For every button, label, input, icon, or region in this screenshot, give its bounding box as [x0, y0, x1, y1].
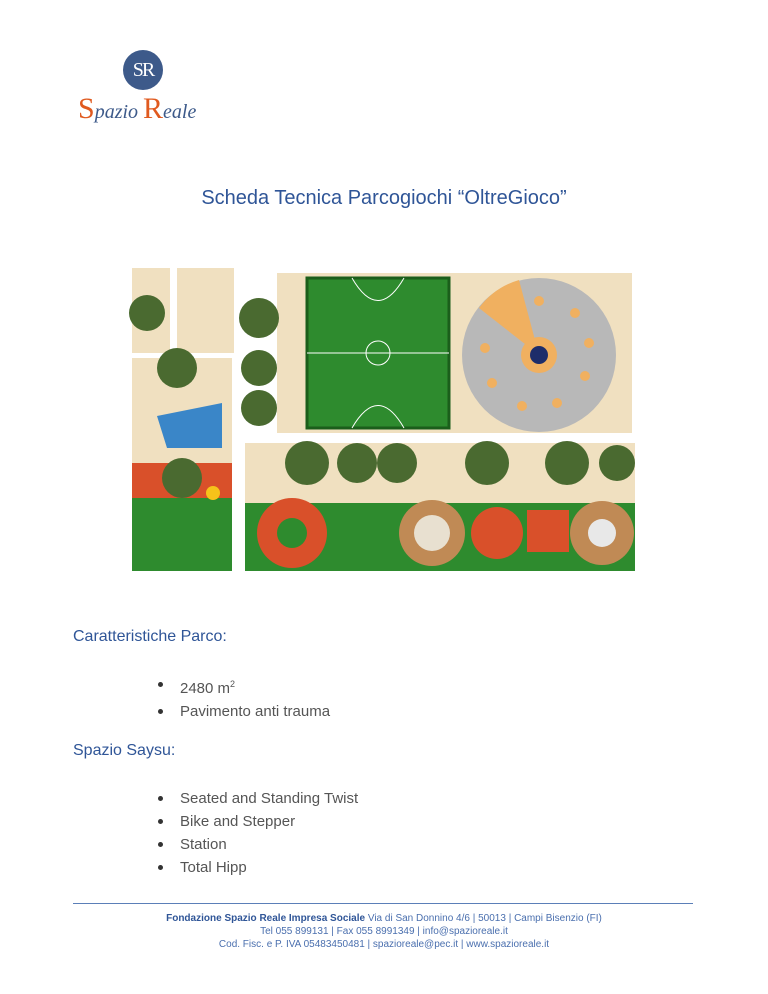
bullet-icon: [158, 865, 163, 870]
playground-plan-image: [127, 268, 637, 573]
footer-line-3: Cod. Fisc. e P. IVA 05483450481 | spazioreale@pec.it | www.spazioreale.it: [218, 939, 550, 950]
list-item-text: Station: [180, 836, 227, 853]
logo: [78, 50, 218, 125]
list-item: [158, 787, 358, 810]
list-item-text: Seated and Standing Twist: [180, 790, 359, 807]
list-item-text: Pavimento anti trauma: [180, 703, 331, 720]
area-value: 2480 m: [180, 680, 231, 697]
logo-monogram: SR: [123, 50, 163, 90]
saysu-list: [158, 787, 358, 879]
list-item-text: Bike and Stepper: [180, 813, 296, 830]
footer-line-2: Tel 055 899131 | Fax 055 8991349 | info@spazioreale.it: [260, 926, 508, 937]
logo-wordmark: [78, 92, 196, 126]
bullet-icon: [158, 796, 163, 801]
list-item: [158, 673, 330, 700]
bullet-icon: [158, 709, 163, 714]
list-item: [158, 700, 330, 723]
list-item: [158, 810, 358, 833]
footer-org: Fondazione Spazio Reale Impresa Sociale: [166, 913, 366, 924]
bullet-icon: [158, 842, 163, 847]
list-item: [158, 856, 358, 879]
page-title: Scheda Tecnica Parcogiochi “OltreGioco”: [201, 187, 567, 209]
logo-word-reale: eale: [163, 101, 197, 123]
park-features-list: [158, 673, 330, 723]
bullet-icon: [158, 682, 163, 687]
section-heading-saysu: Spazio Saysu:: [73, 742, 176, 759]
footer-address: Via di San Donnino 4/6 | 50013 | Campi Bisenzio (FI): [365, 913, 602, 924]
list-item-text: Total Hipp: [180, 859, 247, 876]
logo-letter-s: S: [78, 92, 95, 125]
logo-word-spazio: pazio: [94, 101, 139, 123]
section-heading-park: Caratteristiche Parco:: [73, 628, 227, 645]
footer-line-1: [0, 912, 768, 925]
logo-letter-r: R: [143, 92, 164, 125]
footer: [0, 912, 768, 951]
footer-divider: [73, 903, 693, 904]
area-superscript: 2: [230, 679, 236, 689]
list-item: [158, 833, 358, 856]
bullet-icon: [158, 819, 163, 824]
